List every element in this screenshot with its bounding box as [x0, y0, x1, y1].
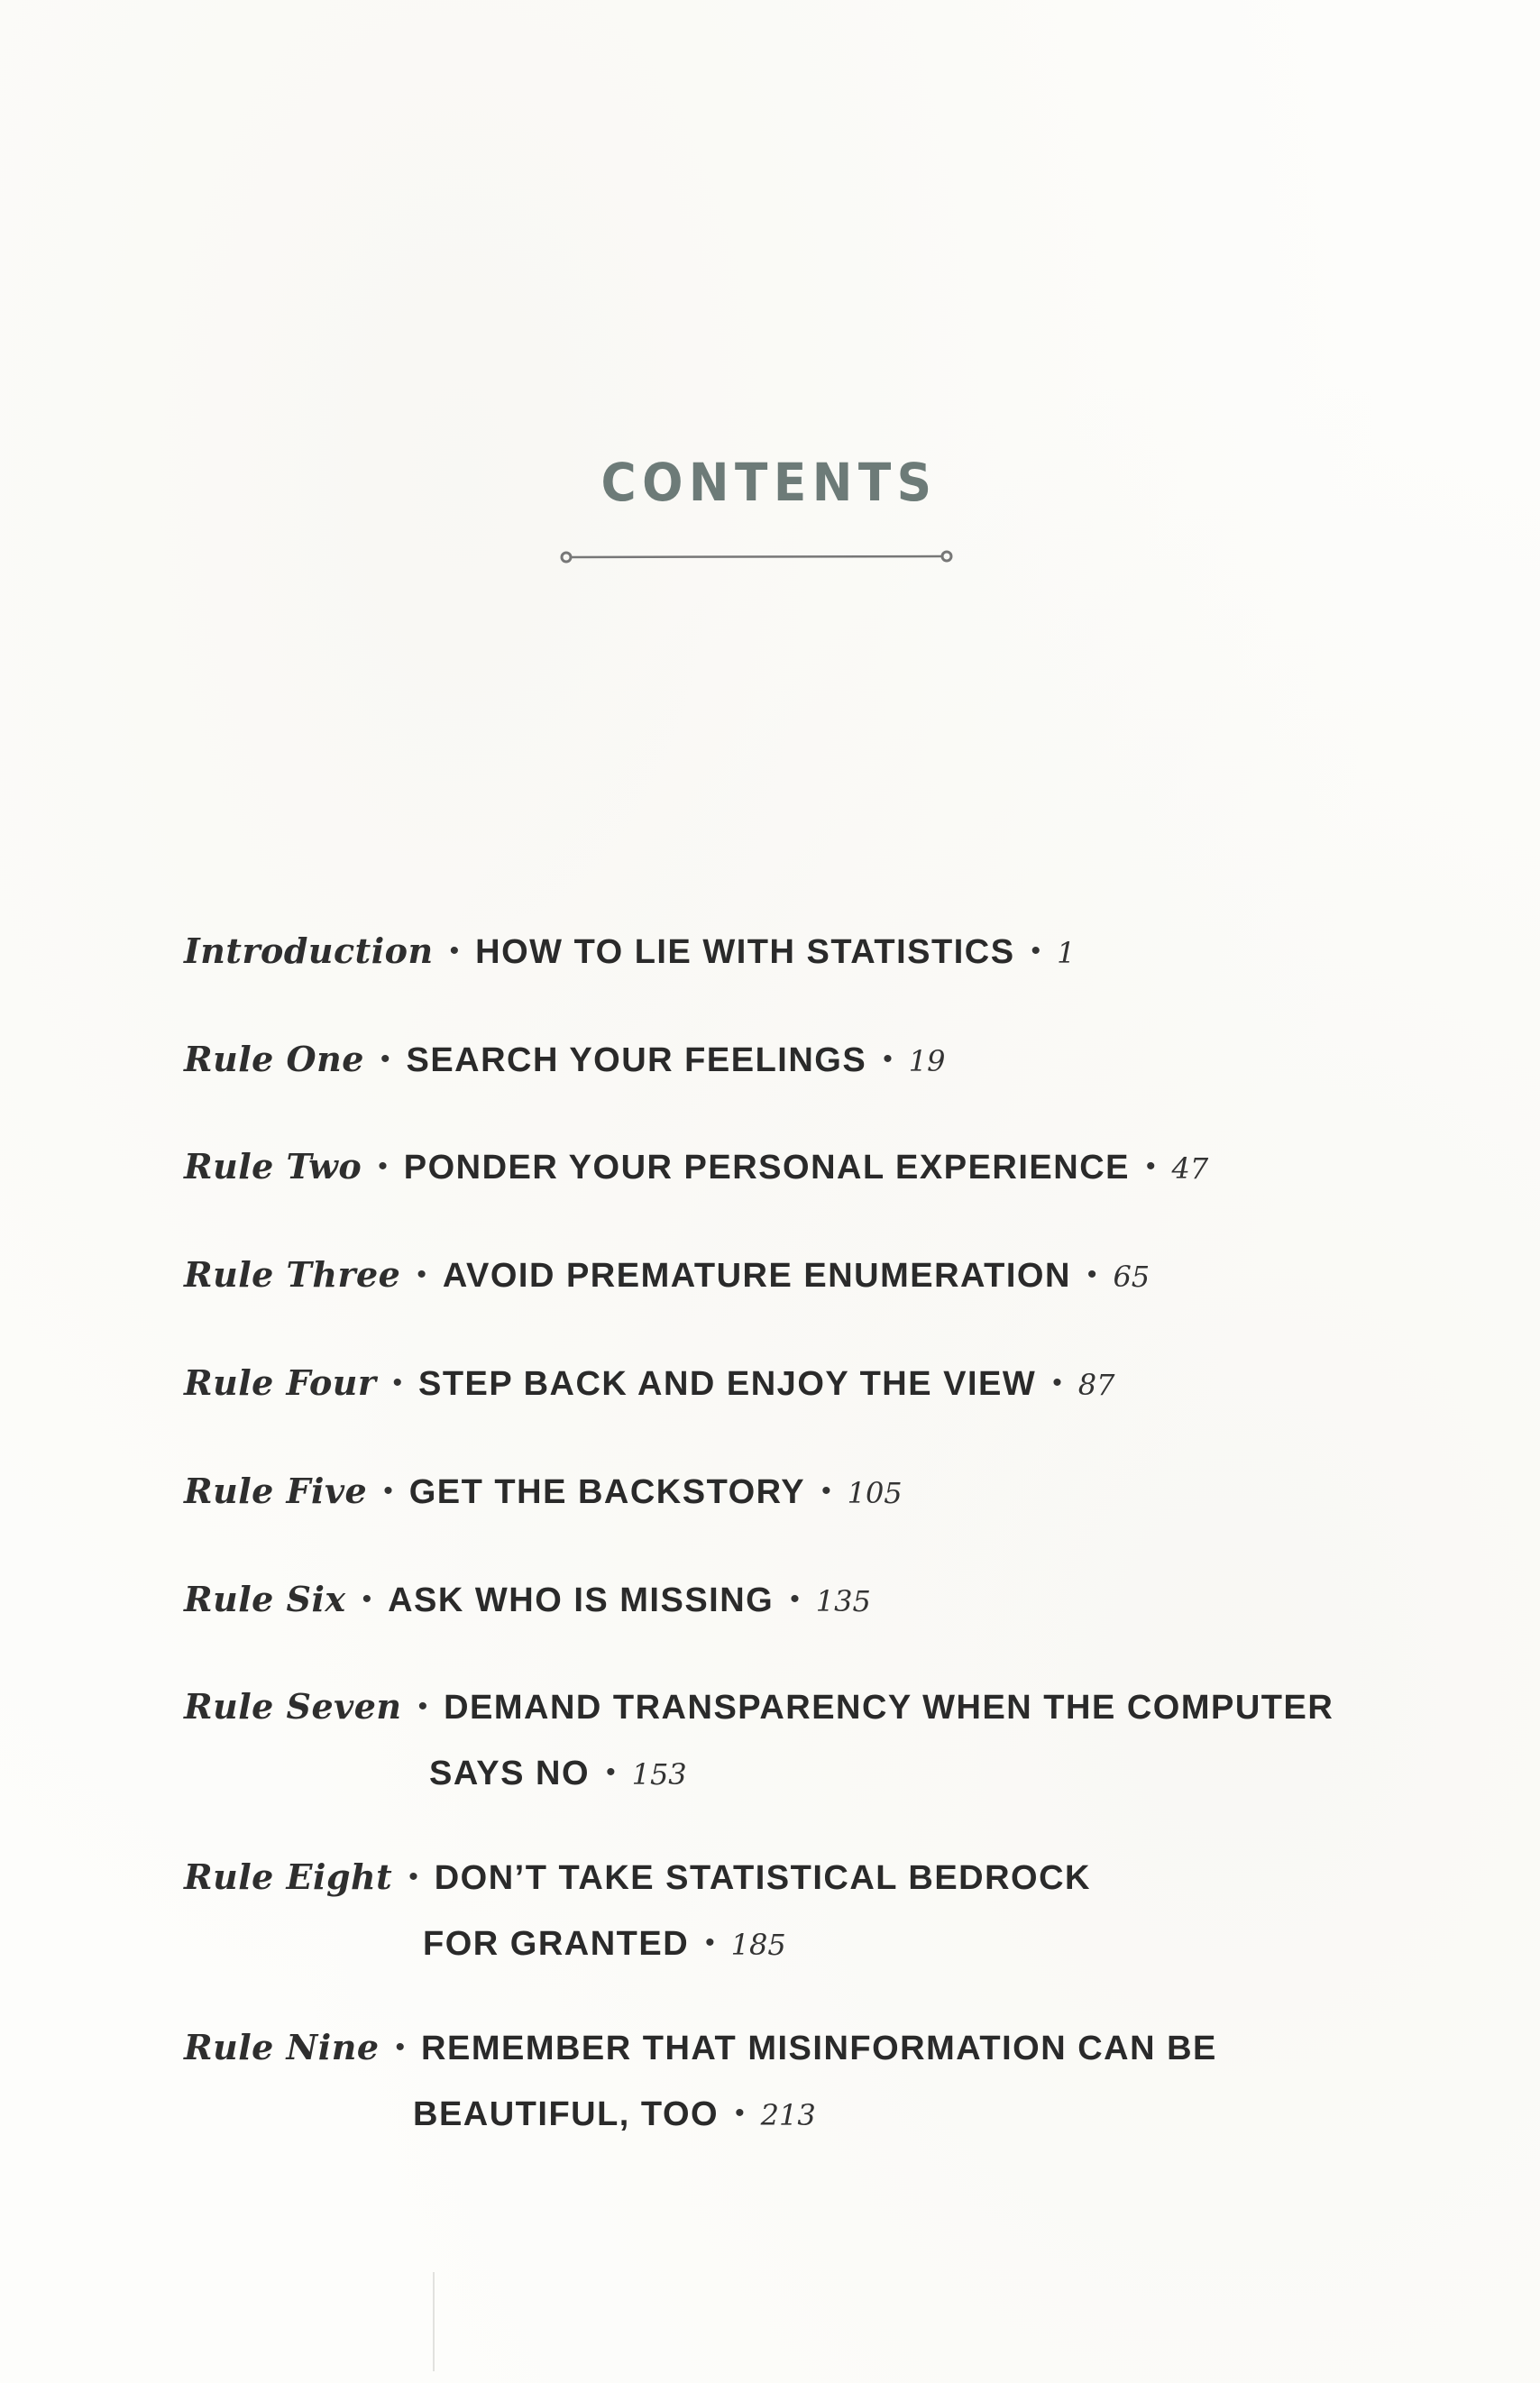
entry-heading: AVOID PREMATURE ENUMERATION: [442, 1257, 1071, 1295]
entry-page-number: 185: [730, 1928, 786, 1962]
entry-label: Rule Three: [184, 1254, 401, 1295]
entry-heading: SEARCH YOUR FEELINGS: [406, 1041, 867, 1079]
separator-dot: •: [606, 1757, 616, 1787]
separator-dot: •: [1052, 1368, 1062, 1398]
entry-page-number: 135: [815, 1584, 871, 1618]
entry-page-number: 87: [1077, 1368, 1115, 1402]
separator-dot: •: [417, 1691, 428, 1721]
entry-page-number: 19: [908, 1044, 946, 1078]
separator-dot: •: [395, 2032, 406, 2062]
entry-label: Rule Six: [184, 1579, 346, 1619]
toc-entry-rule-three[interactable]: [184, 1254, 1150, 1295]
entry-label: Introduction: [184, 930, 434, 971]
entry-heading-continued: BEAUTIFUL, TOO: [413, 2095, 720, 2133]
toc-entry-introduction[interactable]: [184, 930, 1076, 971]
separator-dot: •: [1031, 936, 1041, 966]
entry-heading-continued: SAYS NO: [429, 1755, 591, 1792]
entry-label: Rule Four: [184, 1362, 377, 1403]
separator-dot: •: [392, 1368, 402, 1398]
toc-entry-rule-four[interactable]: [184, 1362, 1115, 1403]
separator-dot: •: [383, 1476, 393, 1506]
separator-dot: •: [449, 936, 460, 966]
entry-heading: STEP BACK AND ENJOY THE VIEW: [417, 1365, 1037, 1403]
toc-entry-rule-eight[interactable]: [184, 1856, 1091, 1897]
entry-heading: REMEMBER THAT MISINFORMATION CAN BE: [421, 2030, 1217, 2067]
separator-dot: •: [362, 1584, 372, 1614]
entry-heading-continued: FOR GRANTED: [423, 1925, 690, 1963]
entry-page-number: 213: [760, 2098, 816, 2132]
entry-heading: GET THE BACKSTORY: [408, 1473, 806, 1511]
entry-label: Rule Two: [184, 1146, 362, 1187]
toc-entry-rule-two[interactable]: [184, 1146, 1209, 1187]
entry-label: Rule One: [184, 1039, 364, 1079]
separator-dot: •: [821, 1476, 831, 1506]
entry-page-number: 105: [847, 1476, 903, 1510]
entry-heading: PONDER YOUR PERSONAL EXPERIENCE: [403, 1149, 1130, 1187]
entry-page-number: 153: [631, 1757, 687, 1792]
toc-entry-rule-seven-continuation[interactable]: [429, 1756, 687, 1791]
separator-dot: •: [408, 1862, 418, 1892]
toc-entry-rule-six[interactable]: [184, 1579, 871, 1619]
separator-dot: •: [378, 1151, 388, 1181]
entry-label: Rule Eight: [184, 1856, 393, 1897]
entry-label: Rule Seven: [184, 1686, 402, 1727]
separator-dot: •: [417, 1260, 426, 1289]
separator-dot: •: [380, 1044, 390, 1074]
toc-entry-rule-one[interactable]: [184, 1039, 946, 1079]
entry-page-number: 1: [1057, 936, 1076, 970]
toc-entry-rule-five[interactable]: [184, 1471, 903, 1511]
entry-label: Rule Nine: [184, 2027, 380, 2067]
toc-entry-rule-nine[interactable]: [184, 2027, 1217, 2067]
entry-page-number: 47: [1171, 1151, 1209, 1186]
toc-entry-rule-nine-continuation[interactable]: [413, 2097, 816, 2131]
page-title: CONTENTS: [600, 452, 938, 513]
toc-entry-rule-eight-continuation[interactable]: [423, 1927, 786, 1961]
entry-heading: DON’T TAKE STATISTICAL BEDROCK: [434, 1859, 1091, 1897]
entry-heading: DEMAND TRANSPARENCY WHEN THE COMPUTER: [444, 1689, 1334, 1727]
toc-entry-rule-seven[interactable]: [184, 1686, 1334, 1727]
separator-dot: •: [735, 2098, 745, 2128]
separator-dot: •: [1146, 1151, 1156, 1181]
separator-dot: •: [790, 1584, 800, 1614]
page-fold-mark: [433, 2272, 435, 2371]
entry-label: Rule Five: [184, 1471, 368, 1511]
separator-dot: •: [1086, 1260, 1097, 1289]
separator-dot: •: [705, 1928, 715, 1957]
entry-heading: ASK WHO IS MISSING: [388, 1581, 775, 1619]
separator-dot: •: [883, 1044, 893, 1074]
entry-page-number: 65: [1113, 1260, 1150, 1294]
entry-heading: HOW TO LIE WITH STATISTICS: [475, 933, 1015, 971]
